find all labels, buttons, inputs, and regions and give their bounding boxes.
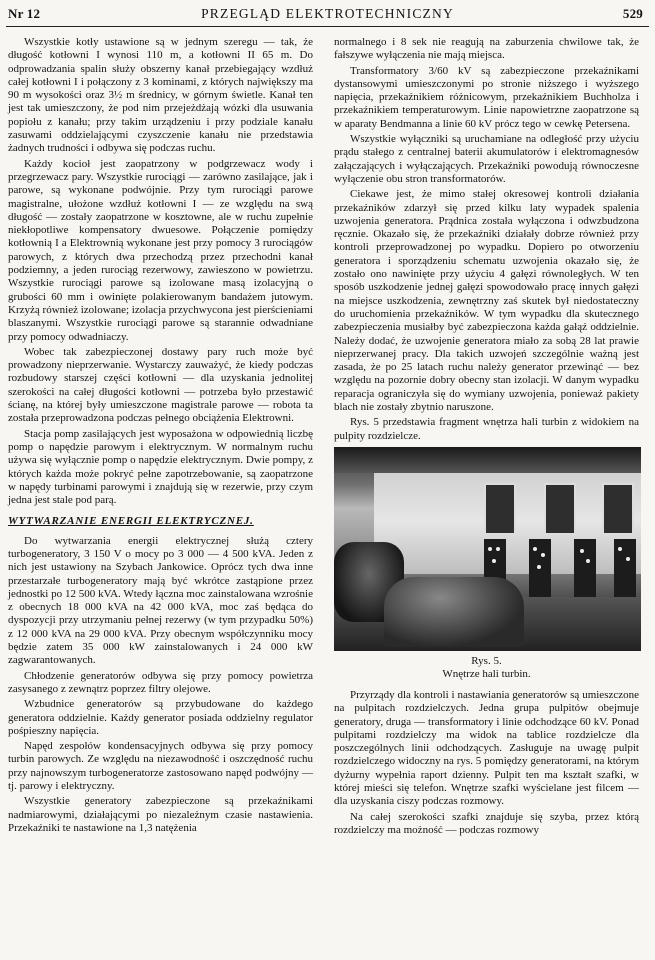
paragraph: Wszystkie kotły ustawione są w jednym szeregu — tak, że długość kotłowni I wynosi 110 m, a kotłowni II 65 m. Do odprowadzania spalin służy obszerny kanał przebiegający wzdłuż całej kotłowni I i połączony z 3 kominami, z których największy ma 90 m wysokości oraz 3½ m średnicy, w górnym świetle. Kanał ten jest tak umieszczony, że pod nim przejeżdżają wózki dla usuwania popiołu z kanału; przy takim urządzeniu i przy podziale kanału zasuwami oddzielającymi czyszczenie kanału nie przedstawia żadnych trudności i odbywa się podczas ruchu. xyxy=(8,36,313,155)
paragraph: Napęd zespołów kondensacyjnych odbywa się przy pomocy turbin parowych. Ze względu na niezawodność i oszczędność ruchu przy najnowszym turbogeneratorze zastosowano napęd podwójny — tj. parowy i elektryczny. xyxy=(8,740,313,793)
figure-caption xyxy=(334,655,639,681)
paragraph: Na całej szerokości szafki znajduje się szyba, przez którą rozdzielczy ma możność — podczas rozmowy xyxy=(334,810,639,836)
left-column xyxy=(8,36,313,837)
paragraph: Każdy kocioł jest zaopatrzony w podgrzewacz wody i przegrzewacz pary. Wszystkie rurociągi — zarówno zasilające, jak i parowe, są wykonane podwójnie. Przy tym rurociągi parowe magistralne, ułożone wzdłuż kotłowni I — ze względu na swą długość — zostały zaopatrzone w kosztowne, ale w ruchu zupełnie niekłopotliwe kompensatory dwuesowe. Połączenie pomiędzy kotłownią I a Elektrownią wykonane jest przy pomocy 3 rurociągów parowych, z których dwa przechodzą przez przechodni kanał podziemny, a jeden rurociąg rezerwowy, zawieszono w powietrzu. Wszystkie rurociągi parowe są izolowane masą izolacyjną o grubości 60 mm i owinięte polakierowanym bandażem jutowym. Krzyżą również izolowane; izolacja przychwycona jest pierścieniami blaszanymi. Wszystkie rurociągi parowe są starannie odwadniane przy pomocy odwadniaczy. xyxy=(8,157,313,343)
figure-caption-text: Wnętrze hali turbin. xyxy=(442,667,531,680)
header-rule xyxy=(6,26,649,27)
paragraph: Chłodzenie generatorów odbywa się przy pomocy powietrza zasysanego z zewnątrz poprzez filtry olejowe. xyxy=(8,669,313,695)
photo-beam xyxy=(334,447,641,473)
photo-window xyxy=(484,483,516,535)
photo-window xyxy=(602,483,634,535)
paragraph: Rys. 5 przedstawia fragment wnętrza hali turbin z widokiem na pulpity rozdzielcze. xyxy=(334,416,639,442)
paragraph: Przyrządy dla kontroli i nastawiania generatorów są umieszczone na pulpitach rozdzielczych. Jedna grupa pulpitów obejmuje generatory, druga — transformatory i linie odchodzące 60 kV. Ponad pulpitami rozdzielczy ma widok na tablice rozdzielcze dla poszczególnych linii odchodzących. Zasługuje na uwagę pulpit rozdzielczego widoczny na rys. 5 pomiędzy generatorami, na którym dyżurny wypełnia raport dzienny. Pulpit ten ma kształt szafki, w której mieści się telefon. Wnętrze szafki wyścielane jest filcem — dla uzyskania ciszy podczas rozmowy. xyxy=(334,688,639,808)
photo-panel xyxy=(614,539,636,599)
paragraph: Stacja pomp zasilających jest wyposażona w odpowiednią liczbę pomp o napędzie parowym i elektrycznym. W normalnym ruchu używa się wyłącznie pomp o napędzie elektrycznym. Dwie pompy, z których każda może pokryć pełne zapotrzebowanie, są zaopatrzone w napędy turbinami parowymi i znajdują się w rezerwie, przy czym jedna jest stale pod parą. xyxy=(8,427,313,507)
photo-panel xyxy=(529,539,551,599)
photo-panel xyxy=(574,539,596,599)
photo-generator xyxy=(384,577,524,647)
section-heading: WYTWARZANIE ENERGII ELEKTRYCZNEJ. xyxy=(8,515,254,528)
paragraph: Ciekawe jest, że mimo stałej okresowej kontroli działania przekaźników zdarzył się przed kilku laty wypadek spalenia uzwojenia generatora. Prądnica została wyłączona i odwzbudzona ręcznie. Okazało się, że przekaźniki działały dobrze również przy kontroli przeprowadzonej po wypadku. Dopiero po otworzeniu generatora i sporządzeniu schematu uzwojenia okazało się, że zostało ono nawinięte przy użyciu 4 gałęzi równoległych. W ten sposób uszkodzenie jednej gałęzi spowodowało pracę innych gałęzi na miejsce uszkodzenia, zewnętrzny zaś skutek był niedostateczny do uruchomienia przekaźników. W tym wypadku dla skutecznego zabezpieczenia musiałby być zabezpieczona każda gałąź oddzielnie. Należy dodać, że uzwojenie generatora miało za sobą 28 lat prawie nieprzerwanej pracy. Dla takich uzwojeń szczególnie ważną jest zasada, że po 25 latach ruchu należy generator przewinąć — bez względu na pozornie dobry obecny stan izolacji. W danym wypadku reparacja ograniczyła się do wymiany uzwojenia, ponieważ pakiety blach nie zostały zbytnio naruszone. xyxy=(334,188,639,414)
journal-title: PRZEGLĄD ELEKTROTECHNICZNY xyxy=(201,6,454,21)
paragraph: normalnego i 8 sek nie reagują na zaburzenia chwilowe tak, że fałszywe wyłączenia nie mają miejsca. xyxy=(334,36,639,62)
paragraph: Wobec tak zabezpieczonej dostawy pary ruch może być prowadzony nieprzerwanie. Wystarczy zauważyć, że kiedy podczas rozbudowy starszej części kotłowni — dla uzyskania jednolitej szerokości na całej długości kotłowni — potrzeba było przestawić ścianę, na której były umieszczone magistrale parowe — robota ta została przeprowadzona podczas pełnego obciążenia Elektrowni. xyxy=(8,345,313,425)
paragraph: Wzbudnice generatorów są przybudowane do każdego generatora oddzielnie. Każdy generator posiada oddzielny regulator pośpieszny napięcia. xyxy=(8,698,313,737)
page-number: 529 xyxy=(622,6,643,21)
page-header xyxy=(0,0,655,26)
turbine-hall-photo xyxy=(334,447,641,651)
figure-label: Rys. 5. xyxy=(471,654,502,667)
paragraph: Wszystkie generatory zabezpieczone są przekaźnikami nadmiarowymi, działającymi po niezależnym czasie nastawienia. Przekaźniki te nastawione na 1,3 natężenia xyxy=(8,795,313,834)
paragraph: Wszystkie wyłączniki są uruchamiane na odległość przy użyciu prądu stałego z centralnej baterii akumulatorów i elektromagnesów załączających i wyłączających. Przekaźniki powodują równoczesne wyłączenie obu stron transformatorów. xyxy=(334,133,639,185)
paragraph: Transformatory 3/60 kV są zabezpieczone przekaźnikami dystansowymi umieszczonymi po stronie niższego i wyższego napięcia, przekaźnikiem różnicowym, przekaźnikiem Buchholza i przekaźnikiem temperaturowym. Linie napowietrzne zaopatrzone są w aparaty Bendmanna a linie 60 kV prócz tego w cewkę Petersena. xyxy=(334,64,639,130)
right-column xyxy=(334,36,639,839)
issue-number: Nr 12 xyxy=(8,6,41,21)
paragraph: Do wytwarzania energii elektrycznej służą cztery turbogeneratory, 3 150 V o mocy po 3 000 — 4 500 kVA. Jeden z nich jest ustawiony na Szybach Jankowice. Oprócz tych dwa inne przestarzałe turbogeneratory mają być wkrótce zastąpione przez jednostki po 12 500 kVA. Wtedy łączna moc zainstalowana wzrośnie z obecnych 18 000 kVA na 42 000 kVA, moc zaś będąca do dyspozycji przy utrzymaniu pełnej rezerwy (w tym przypadku 50%) z 12 000 kVA na 29 000 kVA. Przy obecnym współczynniku mocy będzie zatem 35 000 kW zainstalowanych i 24 000 kW zagwarantowanych. xyxy=(8,534,313,667)
photo-window xyxy=(544,483,576,535)
